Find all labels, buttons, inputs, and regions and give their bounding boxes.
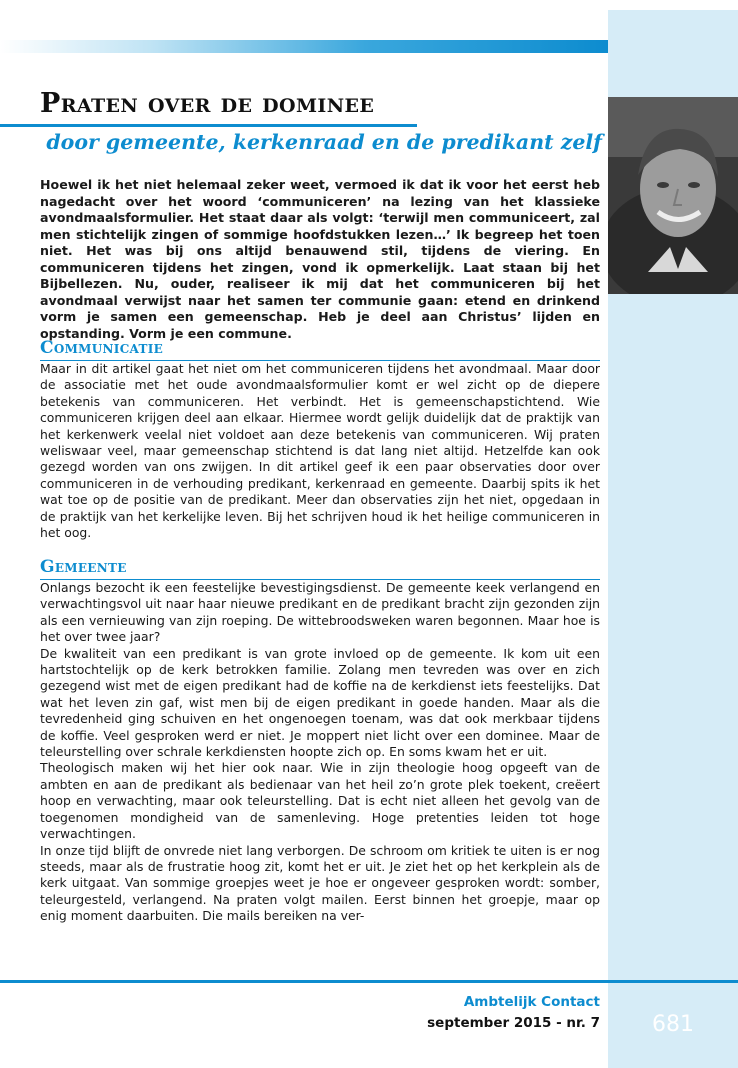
footer-publication: Ambtelijk Contact: [463, 994, 600, 1010]
author-portrait-illustration: [608, 97, 738, 294]
article-intro: Hoewel ik het niet helemaal zeker weet, vermoed ik dat ik voor het eerst heb nagedacht over het woord ‘communiceren’ na lezing van het klassieke avondmaalsformulier. Het staat daar als volgt: ‘terwijl men communiceert, zal men stichtelijk zingen of sommige hoofdstukken lezen…’ Ik begreep het toen niet. Het was bij ons altijd benauwend stil, tijdens de viering. En communiceren tijdens het zingen, vond ik opmerkelijk. Laat staan bij het Bijbellezen. Nu, ouder, realiseer ik mij dat het communiceren bij het avondmaal verwijst naar het samen ter communie gaan: etend en drinkend vorm je samen een gemeenschap. Heb je deel aan Christus’ lijden en opstanding. Vorm je een commune.: [40, 177, 600, 341]
section-heading-communicatie: Communicatie: [40, 338, 164, 358]
footer-issue: september 2015 - nr. 7: [427, 1015, 600, 1031]
article-subtitle: door gemeente, kerkenraad en de predikant zelf: [46, 130, 602, 154]
paragraph: Maar in dit artikel gaat het niet om het communiceren tijdens het avondmaal. Maar door de associatie met het oude avondmaalsformulier komt er wel zicht op de diepere betekenis van communiceren. Het verbindt. Het is gemeenschapstichtend. Wie communiceren krijgen deel aan elkaar. Hiermee wordt gelijk duidelijk dat de praktijk van het kerkenwerk veelal niet voldoet aan deze betekenis van communiceren. Wij praten weliswaar veel, maar gemeenschap stichtend is dat lang niet altijd. Hetzelfde kan ook gezegd worden van ons zwijgen. In dit artikel geef ik een paar observaties door over communiceren in de verhouding predikant, kerkenraad en gemeente. Daarbij spits ik het wat toe op de positie van de predikant. Meer dan observaties zijn het niet, opgedaan in de praktijk van het kerkelijke leven. Bij het schrijven houd ik het heilige communiceren in het oog.: [40, 361, 600, 541]
section-body-communicatie: [40, 361, 600, 541]
section-heading-gemeente: Gemeente: [40, 557, 127, 577]
header-gradient-bar: [0, 40, 608, 53]
title-underline: [0, 124, 417, 127]
paragraph: De kwaliteit van een predikant is van grote invloed op de gemeente. Ik kom uit een hartstochtelijk op de kerk betrokken familie. Zolang men tevreden was over en zich gezegend wist met de eigen predikant had de koffie na de kerkdienst iets feestelijks. Dat wat het leven zin gaf, wist men bij de eigen predikant in goede handen. Maar als die tevredenheid ging schuiven en het ongenoegen toenam, was dat ook merkbaar tijdens de koffie. Veel gesproken werd er niet. Je moppert niet licht over een dominee. Maar de teleurstelling over schrale kerkdiensten hoopte zich op. En soms kwam het er uit.: [40, 645, 600, 760]
page-number: 681: [652, 1012, 694, 1037]
author-photo: [608, 97, 738, 294]
section-body-gemeente: [40, 580, 600, 925]
paragraph: In onze tijd blijft de onvrede niet lang verborgen. De schroom om kritiek te uiten is er nog steeds, maar als de frustratie hoog zit, komt het er uit. Je ziet het op het kerkplein als de kerk uitgaat. Van sommige groepjes weet je hoe er ongeveer gesproken wordt: somber, teleurgesteld, verlangend. Na praten volgt mailen. Eerst binnen het groepje, maar op enig moment daarbuiten. Die mails bereiken na ver-: [40, 842, 600, 924]
footer-rule: [0, 980, 738, 983]
paragraph: Theologisch maken wij het hier ook naar. Wie in zijn theologie hoog opgeeft van de ambten en aan de predikant als bedienaar van het heil zo’n grote plek toekent, creëert hoop en verwachting, maar ook teleurstelling. Dat is echt niet alleen het gevolg van de toegenomen mondigheid van de samenleving. Hoge pretenties leiden tot hoge verwachtingen.: [40, 760, 600, 842]
paragraph: Onlangs bezocht ik een feestelijke bevestigingsdienst. De gemeente keek verlangend en verwachtingsvol uit naar haar nieuwe predikant en de predikant bracht zijn gezonden zijn als een vernieuwing van zijn roeping. De wittebroodsweken waren begonnen. Maar hoe is het over twee jaar?: [40, 580, 600, 645]
article-title: Praten over de dominee: [40, 88, 375, 119]
